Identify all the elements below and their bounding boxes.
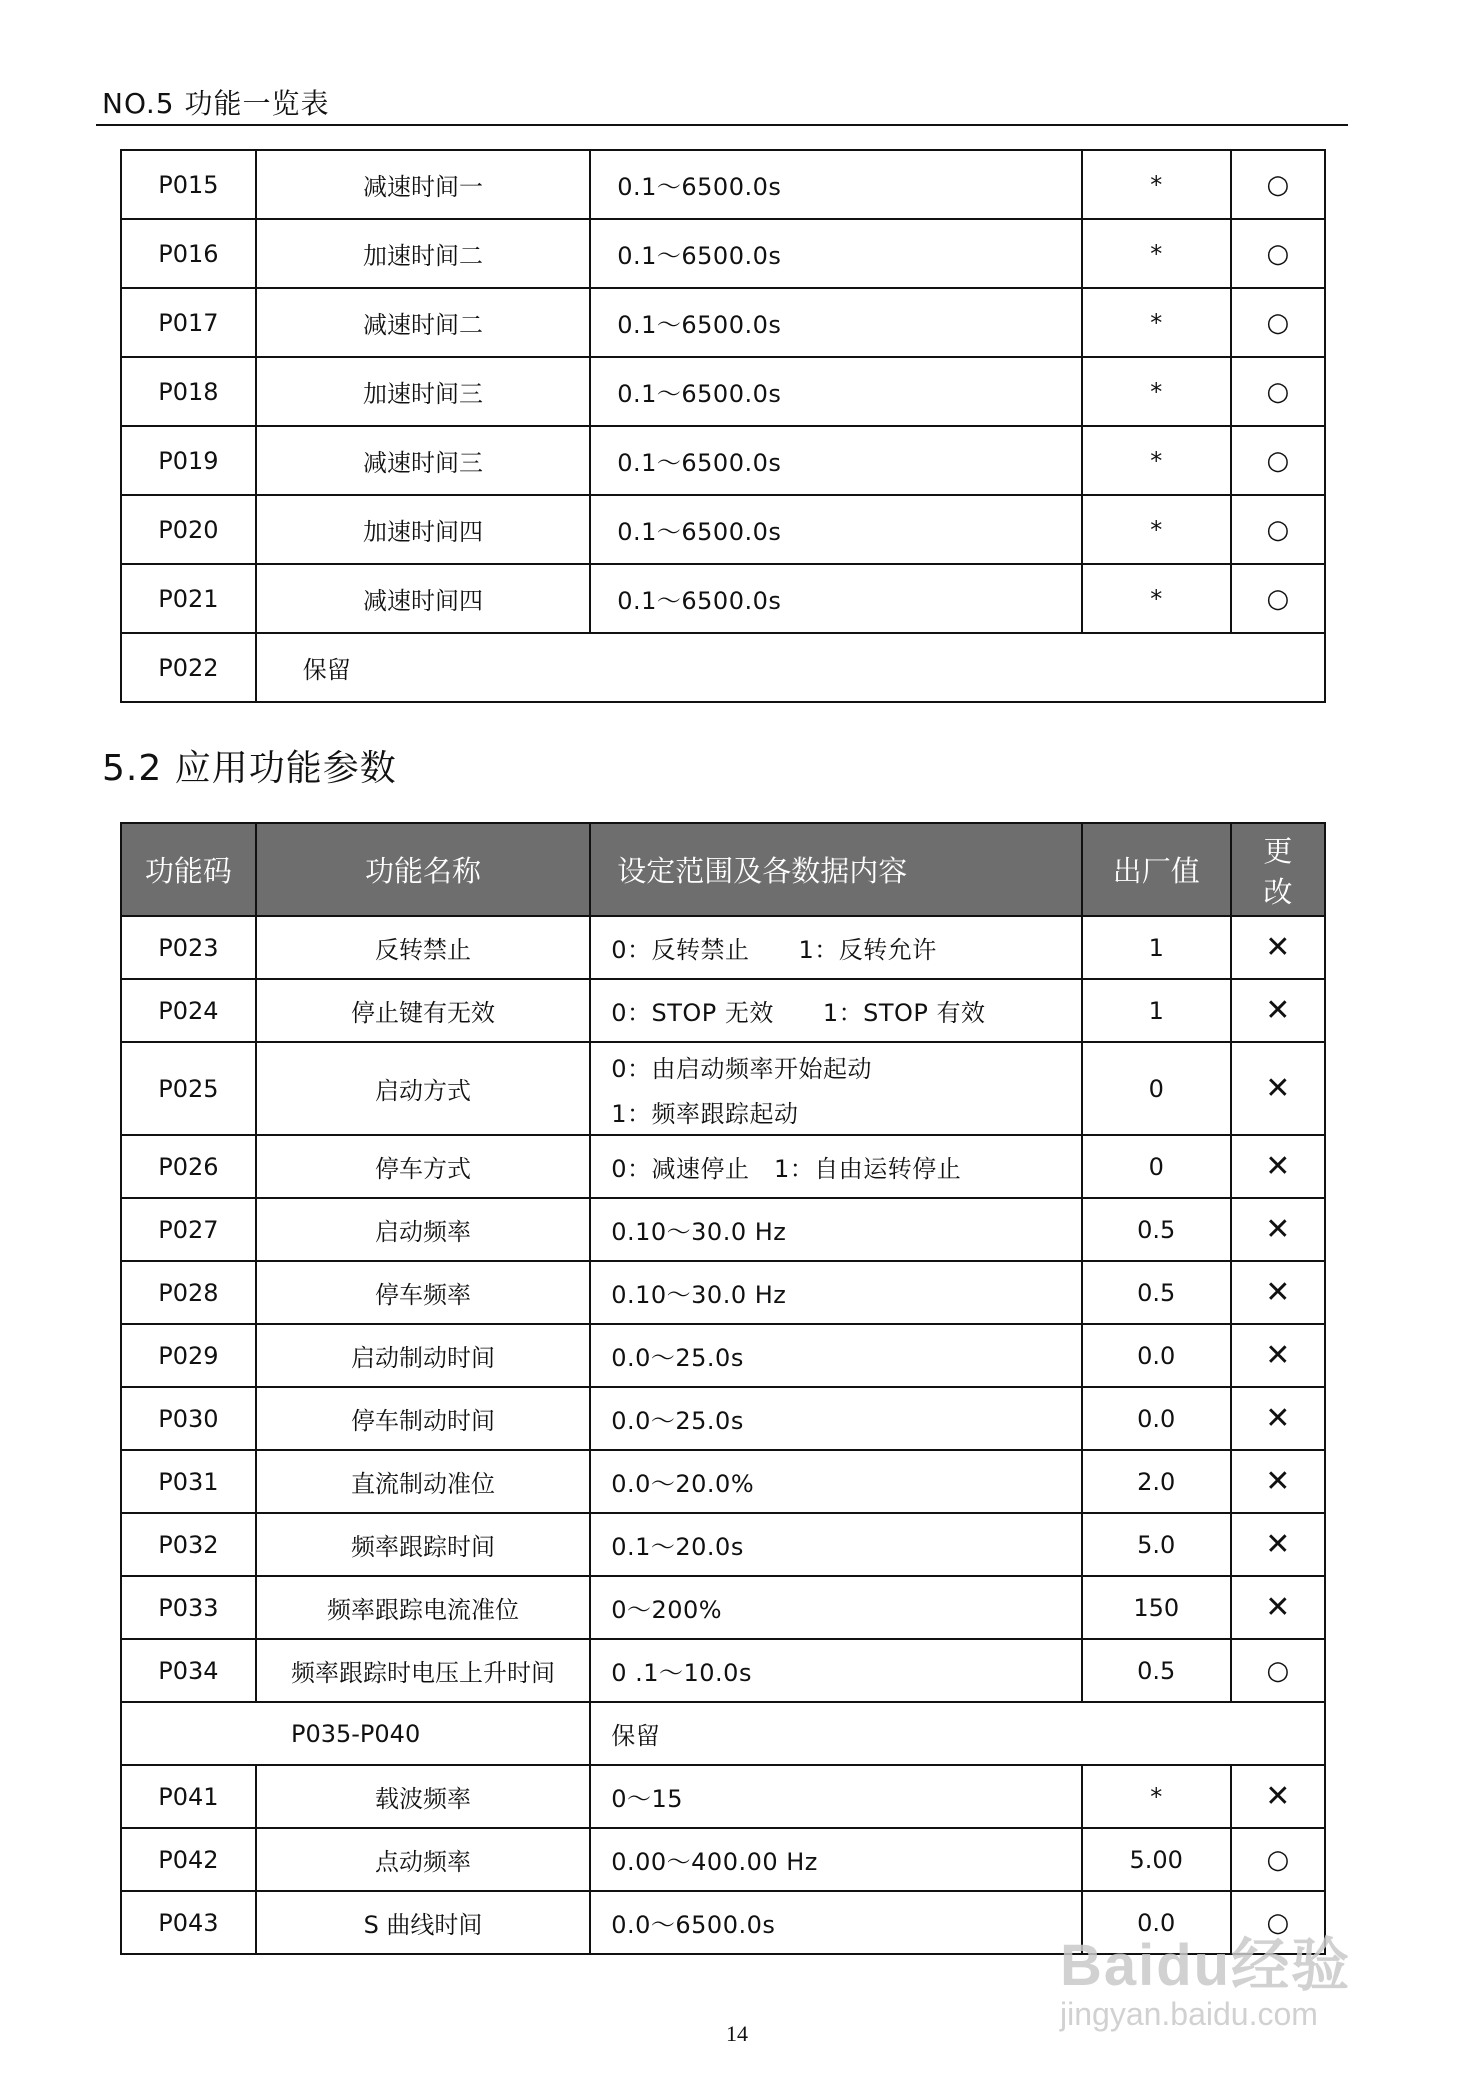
table-row — [121, 916, 1325, 979]
param-default: 5.00 — [1082, 1828, 1231, 1891]
table-row — [121, 495, 1325, 564]
param-code: P015 — [121, 150, 256, 219]
not-changeable-x-icon: ✕ — [1231, 1135, 1325, 1198]
table-row — [121, 1324, 1325, 1387]
page-header-title: NO.5 功能一览表 — [102, 87, 330, 120]
table-row — [121, 979, 1325, 1042]
param-default: 0.0 — [1082, 1387, 1231, 1450]
param-code: P028 — [121, 1261, 256, 1324]
param-code: P020 — [121, 495, 256, 564]
param-name: 停车频率 — [256, 1261, 590, 1324]
param-range: 0：STOP 无效 1：STOP 有效 — [590, 979, 1082, 1042]
changeable-circle-icon: ○ — [1231, 564, 1325, 633]
header-change — [1231, 823, 1325, 916]
param-default: * — [1082, 150, 1231, 219]
param-default: 0.5 — [1082, 1639, 1231, 1702]
param-range: 0.1～6500.0s — [590, 219, 1082, 288]
param-default: 2.0 — [1082, 1450, 1231, 1513]
param-range: 0～200% — [590, 1576, 1082, 1639]
param-code: P042 — [121, 1828, 256, 1891]
param-name: 减速时间一 — [256, 150, 590, 219]
baidu-watermark-logo: Baidu经验 — [1060, 1933, 1352, 1998]
application-parameter-table — [120, 822, 1326, 1955]
param-range: 0.1～6500.0s — [590, 426, 1082, 495]
param-name: 停止键有无效 — [256, 979, 590, 1042]
table-row — [121, 1198, 1325, 1261]
param-code: P022 — [121, 633, 256, 702]
changeable-circle-icon: ○ — [1231, 426, 1325, 495]
table-row — [121, 1261, 1325, 1324]
param-name: 减速时间二 — [256, 288, 590, 357]
param-name: 频率跟踪电流准位 — [256, 1576, 590, 1639]
table-row — [121, 1765, 1325, 1828]
not-changeable-x-icon: ✕ — [1231, 1387, 1325, 1450]
param-range: 0：反转禁止 1：反转允许 — [590, 916, 1082, 979]
parameter-table-continued — [120, 149, 1326, 703]
param-name: 点动频率 — [256, 1828, 590, 1891]
param-code: P027 — [121, 1198, 256, 1261]
param-name: 加速时间三 — [256, 357, 590, 426]
table-header-row — [121, 823, 1325, 916]
param-range: 0.1～6500.0s — [590, 495, 1082, 564]
not-changeable-x-icon: ✕ — [1231, 1324, 1325, 1387]
param-code: P018 — [121, 357, 256, 426]
table-row-reserved — [121, 1702, 1325, 1765]
section-title: 5.2 应用功能参数 — [102, 748, 397, 789]
header-divider — [96, 124, 1348, 126]
not-changeable-x-icon: ✕ — [1231, 1042, 1325, 1135]
param-code: P016 — [121, 219, 256, 288]
table-row — [121, 1513, 1325, 1576]
param-name: 反转禁止 — [256, 916, 590, 979]
changeable-circle-icon: ○ — [1231, 1891, 1325, 1954]
param-range: 0.00～400.00 Hz — [590, 1828, 1082, 1891]
baidu-watermark-url: jingyan.baidu.com — [1060, 1996, 1318, 2032]
param-default: * — [1082, 288, 1231, 357]
param-range: 0.0～20.0% — [590, 1450, 1082, 1513]
param-default: 0.5 — [1082, 1261, 1231, 1324]
table-row-reserved — [121, 633, 1325, 702]
not-changeable-x-icon: ✕ — [1231, 1513, 1325, 1576]
param-code-range: P035-P040 — [121, 1702, 590, 1765]
param-range: 0.0～25.0s — [590, 1387, 1082, 1450]
param-name: 加速时间四 — [256, 495, 590, 564]
changeable-circle-icon: ○ — [1231, 495, 1325, 564]
param-default: * — [1082, 495, 1231, 564]
param-range: 0.0～25.0s — [590, 1324, 1082, 1387]
param-default: * — [1082, 357, 1231, 426]
not-changeable-x-icon: ✕ — [1231, 1765, 1325, 1828]
param-default: * — [1082, 426, 1231, 495]
param-range — [590, 1042, 1082, 1135]
changeable-circle-icon: ○ — [1231, 1828, 1325, 1891]
param-name: 启动方式 — [256, 1042, 590, 1135]
table-row — [121, 1828, 1325, 1891]
param-default: 0.0 — [1082, 1324, 1231, 1387]
param-range-line2: 1：频率跟踪起动 — [611, 1099, 799, 1128]
not-changeable-x-icon: ✕ — [1231, 1450, 1325, 1513]
param-code: P033 — [121, 1576, 256, 1639]
param-range-line1: 0：由启动频率开始起动 — [611, 1054, 872, 1083]
table-row — [121, 1576, 1325, 1639]
not-changeable-x-icon: ✕ — [1231, 1198, 1325, 1261]
param-range: 0.10～30.0 Hz — [590, 1261, 1082, 1324]
param-code: P043 — [121, 1891, 256, 1954]
param-default: 0.0 — [1082, 1891, 1231, 1954]
param-name: 减速时间四 — [256, 564, 590, 633]
param-range: 0 .1～10.0s — [590, 1639, 1082, 1702]
param-code: P023 — [121, 916, 256, 979]
table-row — [121, 357, 1325, 426]
header-name: 功能名称 — [256, 823, 590, 916]
param-range: 0.1～6500.0s — [590, 288, 1082, 357]
param-name: 减速时间三 — [256, 426, 590, 495]
param-default: 150 — [1082, 1576, 1231, 1639]
param-range: 0.1～20.0s — [590, 1513, 1082, 1576]
param-default: 0.5 — [1082, 1198, 1231, 1261]
param-name: 直流制动准位 — [256, 1450, 590, 1513]
param-range: 0～15 — [590, 1765, 1082, 1828]
table-row — [121, 426, 1325, 495]
reserved-label: 保留 — [590, 1702, 1325, 1765]
changeable-circle-icon: ○ — [1231, 357, 1325, 426]
param-name: 启动频率 — [256, 1198, 590, 1261]
header-change-line2: 改 — [1263, 874, 1293, 909]
param-code: P021 — [121, 564, 256, 633]
param-code: P034 — [121, 1639, 256, 1702]
param-default: * — [1082, 219, 1231, 288]
header-default: 出厂值 — [1082, 823, 1231, 916]
param-name: 停车制动时间 — [256, 1387, 590, 1450]
param-default: * — [1082, 564, 1231, 633]
table-row — [121, 1450, 1325, 1513]
param-default: 5.0 — [1082, 1513, 1231, 1576]
param-range: 0.0～6500.0s — [590, 1891, 1082, 1954]
param-range: 0.1～6500.0s — [590, 150, 1082, 219]
table-row — [121, 1135, 1325, 1198]
param-default: 1 — [1082, 916, 1231, 979]
param-code: P041 — [121, 1765, 256, 1828]
table-row — [121, 288, 1325, 357]
param-name: 加速时间二 — [256, 219, 590, 288]
param-name: S 曲线时间 — [256, 1891, 590, 1954]
param-name: 停车方式 — [256, 1135, 590, 1198]
param-code: P026 — [121, 1135, 256, 1198]
changeable-circle-icon: ○ — [1231, 288, 1325, 357]
param-default: 1 — [1082, 979, 1231, 1042]
param-name: 频率跟踪时间 — [256, 1513, 590, 1576]
table-row — [121, 1387, 1325, 1450]
changeable-circle-icon: ○ — [1231, 1639, 1325, 1702]
changeable-circle-icon: ○ — [1231, 150, 1325, 219]
reserved-label: 保留 — [256, 633, 1325, 702]
not-changeable-x-icon: ✕ — [1231, 1576, 1325, 1639]
param-code: P029 — [121, 1324, 256, 1387]
param-default: 0 — [1082, 1135, 1231, 1198]
param-code: P031 — [121, 1450, 256, 1513]
param-code: P030 — [121, 1387, 256, 1450]
page-number: 14 — [726, 2021, 748, 2046]
table-row — [121, 219, 1325, 288]
table-row — [121, 1639, 1325, 1702]
header-change-line1: 更 — [1263, 833, 1293, 868]
param-code: P024 — [121, 979, 256, 1042]
param-default: 0 — [1082, 1042, 1231, 1135]
table-row — [121, 1042, 1325, 1135]
param-range: 0.1～6500.0s — [590, 357, 1082, 426]
param-name: 频率跟踪时电压上升时间 — [256, 1639, 590, 1702]
param-range: 0.1～6500.0s — [590, 564, 1082, 633]
param-name: 启动制动时间 — [256, 1324, 590, 1387]
header-code: 功能码 — [121, 823, 256, 916]
not-changeable-x-icon: ✕ — [1231, 916, 1325, 979]
table-row — [121, 564, 1325, 633]
not-changeable-x-icon: ✕ — [1231, 979, 1325, 1042]
param-range: 0：减速停止 1：自由运转停止 — [590, 1135, 1082, 1198]
not-changeable-x-icon: ✕ — [1231, 1261, 1325, 1324]
param-range: 0.10～30.0 Hz — [590, 1198, 1082, 1261]
param-name: 载波频率 — [256, 1765, 590, 1828]
param-code: P017 — [121, 288, 256, 357]
changeable-circle-icon: ○ — [1231, 219, 1325, 288]
param-code: P032 — [121, 1513, 256, 1576]
table-row — [121, 150, 1325, 219]
param-code: P019 — [121, 426, 256, 495]
param-default: * — [1082, 1765, 1231, 1828]
param-code: P025 — [121, 1042, 256, 1135]
header-range: 设定范围及各数据内容 — [590, 823, 1082, 916]
